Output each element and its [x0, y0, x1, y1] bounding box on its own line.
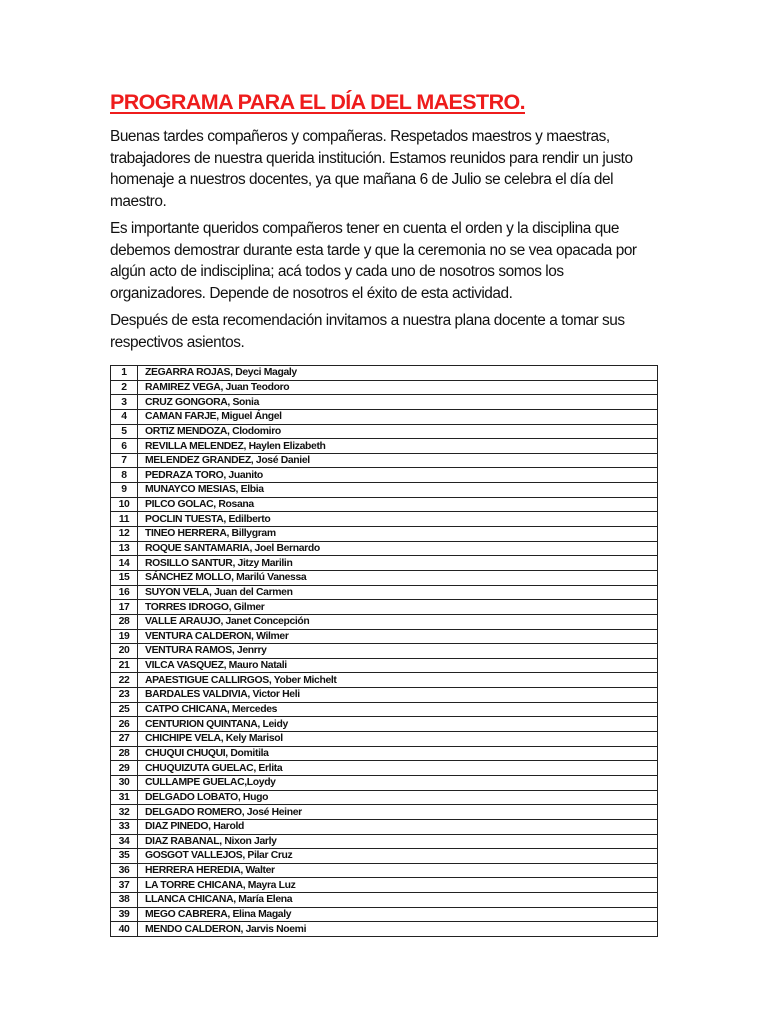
row-number: 13: [111, 541, 138, 556]
teacher-name: SUYON VELA, Juan del Carmen: [138, 585, 658, 600]
row-number: 4: [111, 409, 138, 424]
table-row: [111, 834, 658, 849]
row-number: 32: [111, 805, 138, 820]
table-row: [111, 614, 658, 629]
teacher-name: CENTURION QUINTANA, Leidy: [138, 717, 658, 732]
row-number: 30: [111, 775, 138, 790]
teacher-name: CRUZ GONGORA, Sonia: [138, 395, 658, 410]
row-number: 14: [111, 556, 138, 571]
document-body: [110, 88, 658, 359]
row-number: 16: [111, 585, 138, 600]
table-row: [111, 688, 658, 703]
teacher-name: APAESTIGUE CALLIRGOS, Yober Michelt: [138, 673, 658, 688]
table-row: [111, 761, 658, 776]
paragraph-discipline: Es importante queridos compañeros tener en cuenta el orden y la disciplina que debemos demostrar durante esta tarde y que la ceremonia no se vea opacada por algún acto de indisciplina; acá todos y cada uno de nosotros somos los organizadores. Depende de nosotros el éxito de esta actividad.: [110, 220, 637, 302]
table-row: [111, 380, 658, 395]
table-row: [111, 629, 658, 644]
row-number: 1: [111, 366, 138, 381]
teacher-name: MENDO CALDERON, Jarvis Noemi: [138, 922, 658, 937]
teacher-name: CAMAN FARJE, Miguel Ángel: [138, 409, 658, 424]
row-number: 9: [111, 483, 138, 498]
table-row: [111, 409, 658, 424]
table-row: [111, 717, 658, 732]
teacher-name: CHICHIPE VELA, Kely Marisol: [138, 732, 658, 747]
paragraph-seating: Después de esta recomendación invitamos a nuestra plana docente a tomar sus respectivos asientos.: [110, 312, 625, 351]
roster-body: [111, 366, 658, 937]
row-number: 31: [111, 790, 138, 805]
table-row: [111, 673, 658, 688]
table-row: [111, 878, 658, 893]
row-number: 39: [111, 907, 138, 922]
teacher-name: TINEO HERRERA, Billygram: [138, 527, 658, 542]
teacher-name: MEGO CABRERA, Elina Magaly: [138, 907, 658, 922]
table-row: [111, 395, 658, 410]
table-row: [111, 746, 658, 761]
row-number: 26: [111, 717, 138, 732]
teacher-name: VILCA VASQUEZ, Mauro Natali: [138, 658, 658, 673]
table-row: [111, 658, 658, 673]
row-number: 3: [111, 395, 138, 410]
row-number: 25: [111, 702, 138, 717]
teacher-name: DIAZ PINEDO, Harold: [138, 819, 658, 834]
row-number: 33: [111, 819, 138, 834]
row-number: 40: [111, 922, 138, 937]
row-number: 7: [111, 453, 138, 468]
table-row: [111, 366, 658, 381]
row-number: 15: [111, 570, 138, 585]
table-row: [111, 732, 658, 747]
teacher-name: ZEGARRA ROJAS, Deyci Magaly: [138, 366, 658, 381]
table-row: [111, 483, 658, 498]
table-row: [111, 893, 658, 908]
table-row: [111, 497, 658, 512]
teacher-name: VENTURA RAMOS, Jenrry: [138, 644, 658, 659]
row-number: 22: [111, 673, 138, 688]
row-number: 17: [111, 600, 138, 615]
row-number: 5: [111, 424, 138, 439]
teacher-roster-table: [110, 365, 658, 937]
teacher-name: DELGADO LOBATO, Hugo: [138, 790, 658, 805]
row-number: 12: [111, 527, 138, 542]
row-number: 2: [111, 380, 138, 395]
row-number: 29: [111, 761, 138, 776]
teacher-name: DIAZ RABANAL, Nixon Jarly: [138, 834, 658, 849]
row-number: 36: [111, 863, 138, 878]
teacher-name: REVILLA MELENDEZ, Haylen Elizabeth: [138, 439, 658, 454]
table-row: [111, 468, 658, 483]
teacher-name: VENTURA CALDERON, Wilmer: [138, 629, 658, 644]
row-number: 20: [111, 644, 138, 659]
teacher-name: VALLE ARAUJO, Janet Concepción: [138, 614, 658, 629]
teacher-name: ORTIZ MENDOZA, Clodomiro: [138, 424, 658, 439]
table-row: [111, 527, 658, 542]
teacher-name: SÁNCHEZ MOLLO, Marilú Vanessa: [138, 570, 658, 585]
teacher-name: CATPO CHICANA, Mercedes: [138, 702, 658, 717]
teacher-name: ROSILLO SANTUR, Jitzy Marilin: [138, 556, 658, 571]
table-row: [111, 702, 658, 717]
teacher-name: RAMIREZ VEGA, Juan Teodoro: [138, 380, 658, 395]
row-number: 35: [111, 849, 138, 864]
row-number: 19: [111, 629, 138, 644]
teacher-name: CULLAMPE GUELAC,Loydy: [138, 775, 658, 790]
teacher-name: GOSGOT VALLEJOS, Pilar Cruz: [138, 849, 658, 864]
teacher-name: HERRERA HEREDIA, Walter: [138, 863, 658, 878]
table-row: [111, 907, 658, 922]
table-row: [111, 453, 658, 468]
row-number: 21: [111, 658, 138, 673]
table-row: [111, 775, 658, 790]
table-row: [111, 805, 658, 820]
document-title: PROGRAMA PARA EL DÍA DEL MAESTRO.: [110, 90, 525, 114]
teacher-name: LLANCA CHICANA, María Elena: [138, 893, 658, 908]
row-number: 23: [111, 688, 138, 703]
teacher-name: ROQUE SANTAMARIA, Joel Bernardo: [138, 541, 658, 556]
table-row: [111, 922, 658, 937]
row-number: 6: [111, 439, 138, 454]
table-row: [111, 849, 658, 864]
teacher-name: LA TORRE CHICANA, Mayra Luz: [138, 878, 658, 893]
row-number: 28: [111, 746, 138, 761]
table-row: [111, 600, 658, 615]
table-row: [111, 570, 658, 585]
teacher-name: BARDALES VALDIVIA, Victor Heli: [138, 688, 658, 703]
table-row: [111, 541, 658, 556]
teacher-name: POCLIN TUESTA, Edilberto: [138, 512, 658, 527]
teacher-name: CHUQUI CHUQUI, Domitila: [138, 746, 658, 761]
row-number: 11: [111, 512, 138, 527]
table-row: [111, 585, 658, 600]
table-row: [111, 790, 658, 805]
row-number: 27: [111, 732, 138, 747]
teacher-name: PEDRAZA TORO, Juanito: [138, 468, 658, 483]
teacher-name: CHUQUIZUTA GUELAC, Erlita: [138, 761, 658, 776]
row-number: 34: [111, 834, 138, 849]
teacher-name: MELENDEZ GRANDEZ, José Daniel: [138, 453, 658, 468]
row-number: 37: [111, 878, 138, 893]
table-row: [111, 644, 658, 659]
table-row: [111, 424, 658, 439]
table-row: [111, 556, 658, 571]
teacher-name: MUNAYCO MESIAS, Elbia: [138, 483, 658, 498]
paragraph-greeting: Buenas tardes compañeros y compañeras. Respetados maestros y maestras, trabajadores de nuestra querida institución. Estamos reunidos para rendir un justo homenaje a nuestros docentes, ya que mañana 6 de Julio se celebra el día del maestro.: [110, 128, 633, 210]
table-row: [111, 512, 658, 527]
table-row: [111, 439, 658, 454]
teacher-name: TORRES IDROGO, Gilmer: [138, 600, 658, 615]
row-number: 38: [111, 893, 138, 908]
teacher-name: DELGADO ROMERO, José Heiner: [138, 805, 658, 820]
row-number: 10: [111, 497, 138, 512]
table-row: [111, 819, 658, 834]
row-number: 28: [111, 614, 138, 629]
table-row: [111, 863, 658, 878]
row-number: 8: [111, 468, 138, 483]
teacher-name: PILCO GOLAC, Rosana: [138, 497, 658, 512]
